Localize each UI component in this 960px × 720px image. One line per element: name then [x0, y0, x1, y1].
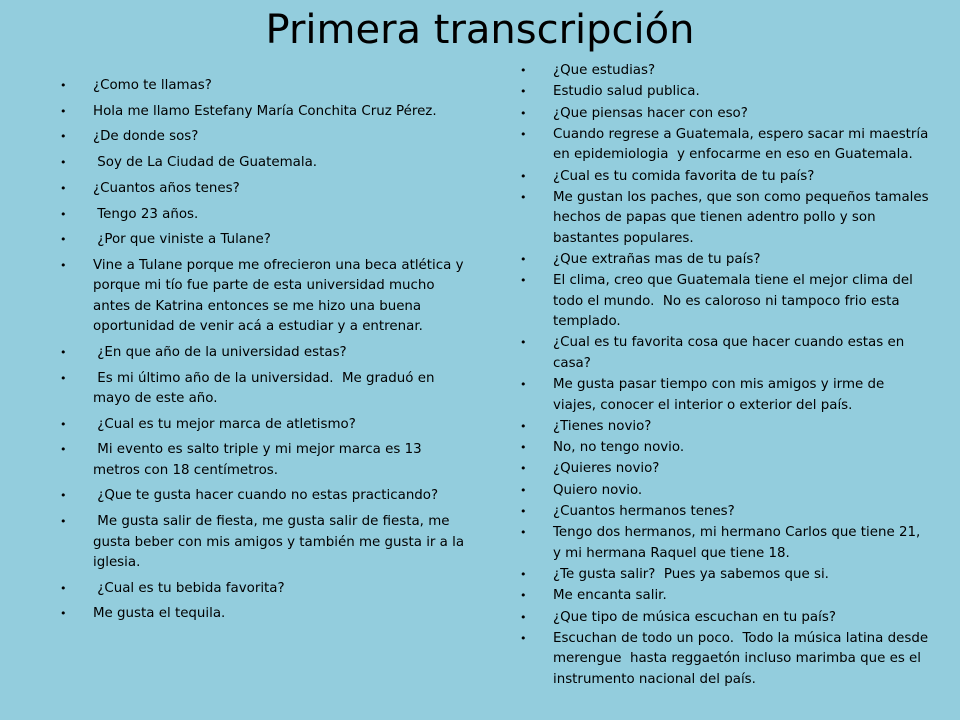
list-item — [520, 481, 930, 501]
list-item — [60, 440, 472, 481]
bullet-icon: • — [520, 190, 527, 204]
list-item — [520, 104, 930, 124]
list-item-text: Soy de La Ciudad de Guatemala. — [93, 155, 318, 171]
list-item-text: Hola me llamo Estefany María Conchita Cruz Pérez. — [93, 103, 437, 119]
list-item — [60, 579, 472, 599]
list-item — [520, 82, 930, 102]
bullet-icon: • — [60, 371, 67, 385]
list-item — [60, 486, 472, 506]
list-item-text: Vine a Tulane porque me ofrecieron una beca atlética y porque mi tío fue parte de esta universidad mucho antes de Katrina entonces se me hizo una buena oportunidad de venir acá a estudiar y a entrenar. — [93, 257, 468, 335]
list-item — [520, 629, 933, 690]
list-item — [520, 333, 930, 374]
list-item-text: Tengo 23 años. — [93, 206, 199, 222]
list-item-text: ¿De donde sos? — [93, 129, 199, 145]
list-item-text: ¿Que piensas hacer con eso? — [553, 105, 748, 121]
list-item — [520, 417, 930, 437]
list-item-text: Tengo dos hermanos, mi hermano Carlos que tiene 21, y mi hermana Raquel que tiene 18. — [553, 525, 925, 561]
bullet-icon: • — [60, 417, 67, 431]
list-item-text: Estudio salud publica. — [553, 84, 700, 100]
list-item — [60, 343, 472, 363]
list-item-text: ¿Cuantos hermanos tenes? — [553, 504, 735, 519]
list-item-text: Me encanta salir. — [553, 588, 667, 604]
bullet-icon: • — [60, 581, 67, 595]
bullet-icon: • — [520, 568, 527, 581]
list-item — [520, 459, 930, 479]
left-bullet-list — [60, 76, 472, 630]
bullet-icon: • — [60, 443, 67, 457]
bullet-icon: • — [520, 378, 527, 392]
slide-title: Primera transcripción — [265, 7, 695, 53]
list-item — [520, 586, 930, 606]
list-item — [520, 523, 930, 564]
bullet-icon: • — [520, 462, 527, 476]
list-item-text: Mi evento es salto triple y mi mejor marca es 13 metros con 18 centímetros. — [93, 442, 426, 478]
bullet-icon: • — [520, 64, 527, 77]
bullet-icon: • — [520, 127, 527, 141]
bullet-icon: • — [60, 489, 67, 503]
bullet-icon: • — [520, 483, 527, 497]
list-item-text: ¿Por que viniste a Tulane? — [93, 232, 271, 248]
list-item-text: ¿Que estudias? — [553, 63, 656, 78]
list-item-text: ¿Que tipo de música escuchan en tu país? — [553, 609, 836, 625]
bullet-icon: • — [520, 85, 527, 99]
list-item — [520, 438, 930, 458]
bullet-icon: • — [60, 130, 67, 144]
bullet-icon: • — [60, 79, 67, 92]
list-item — [60, 76, 472, 96]
bullet-icon: • — [60, 345, 67, 359]
list-item — [520, 565, 930, 585]
list-item-text: ¿Te gusta salir? Pues ya sabemos que si. — [553, 567, 829, 582]
list-item — [520, 375, 930, 416]
bullet-icon: • — [520, 441, 527, 455]
list-item — [60, 153, 472, 173]
list-item — [520, 125, 933, 166]
list-item-text: Cuando regrese a Guatemala, espero sacar mi maestría en epidemiologia y enfocarme en eso en Guatemala. — [553, 126, 933, 163]
list-item — [520, 250, 930, 270]
bullet-icon: • — [520, 169, 527, 183]
bullet-icon: • — [520, 253, 527, 266]
list-item — [60, 512, 472, 573]
list-item — [60, 604, 472, 624]
list-item — [60, 179, 472, 199]
bullet-icon: • — [60, 515, 67, 529]
list-item-text: ¿Que extrañas mas de tu país? — [553, 252, 761, 267]
bullet-icon: • — [520, 589, 527, 603]
bullet-icon: • — [520, 274, 527, 288]
bullet-icon: • — [520, 336, 527, 350]
list-item — [520, 61, 930, 81]
list-item-text: Me gusta pasar tiempo con mis amigos y irme de viajes, conocer el interior o exterior del país. — [553, 377, 889, 413]
list-item — [520, 271, 930, 332]
list-item — [520, 167, 930, 187]
list-item-text: ¿Tienes novio? — [553, 418, 652, 434]
bullet-icon: • — [520, 106, 527, 120]
list-item — [60, 230, 472, 250]
list-item-text: Me gusta salir de fiesta, me gusta salir de fiesta, me gusta beber con mis amigos y también me gusta ir a la iglesia. — [93, 514, 469, 570]
list-item — [60, 415, 472, 435]
list-item-text: Me gusta el tequila. — [93, 606, 226, 622]
bullet-icon: • — [60, 607, 67, 621]
list-item-text: Quiero novio. — [553, 482, 643, 498]
bullet-icon: • — [60, 233, 67, 247]
list-item — [520, 608, 930, 628]
bullet-icon: • — [60, 207, 67, 221]
list-item-text: ¿Cual es tu comida favorita de tu país? — [553, 168, 815, 184]
list-item-text: Es mi último año de la universidad. Me graduó en mayo de este año. — [93, 370, 439, 406]
list-item-text: ¿Cual es tu bebida favorita? — [93, 580, 285, 596]
list-item — [60, 102, 472, 122]
right-bullet-list — [520, 61, 933, 691]
list-item-text: No, no tengo novio. — [553, 440, 685, 456]
list-item — [60, 205, 472, 225]
bullet-icon: • — [60, 181, 67, 195]
list-item — [60, 369, 472, 410]
list-item — [60, 127, 472, 147]
list-item-text: ¿Cual es tu favorita cosa que hacer cuando estas en casa? — [553, 335, 909, 371]
bullet-icon: • — [60, 258, 67, 272]
list-item — [520, 188, 933, 249]
list-item — [60, 256, 472, 338]
bullet-icon: • — [60, 104, 67, 118]
list-item-text: ¿En que año de la universidad estas? — [93, 344, 347, 360]
list-item-text: ¿Cual es tu mejor marca de atletismo? — [93, 416, 356, 432]
list-item-text: El clima, creo que Guatemala tiene el mejor clima del todo el mundo. No es caloroso ni tampoco frio esta templado. — [553, 273, 918, 330]
list-item-text: Me gustan los paches, que son como pequeños tamales hechos de papas que tienen adentro pollo y son bastantes populares. — [553, 189, 933, 246]
bullet-icon: • — [520, 419, 527, 433]
bullet-icon: • — [520, 505, 527, 518]
bullet-icon: • — [60, 156, 67, 170]
list-item-text: ¿Que te gusta hacer cuando no estas practicando? — [93, 488, 439, 504]
list-item-text: ¿Como te llamas? — [93, 78, 212, 93]
list-item — [520, 502, 930, 522]
list-item-text: ¿Cuantos años tenes? — [93, 180, 240, 196]
bullet-icon: • — [520, 631, 527, 645]
list-item-text: Escuchan de todo un poco. Todo la música latina desde merengue hasta reggaetón incluso marimba que es el instrumento nacional del país. — [553, 630, 933, 687]
bullet-icon: • — [520, 526, 527, 540]
bullet-icon: • — [520, 610, 527, 624]
list-item-text: ¿Quieres novio? — [553, 461, 660, 477]
